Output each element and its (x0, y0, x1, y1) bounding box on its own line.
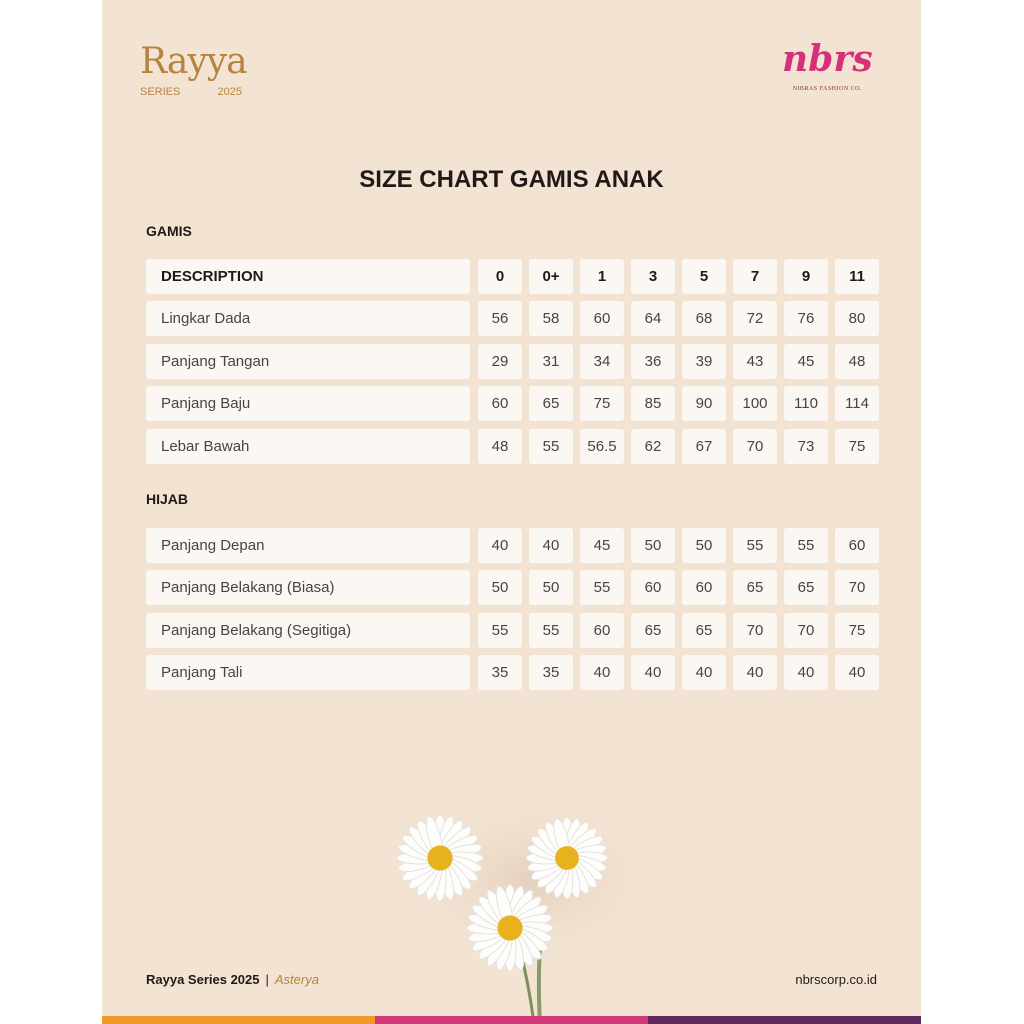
nibras-logo (782, 36, 873, 93)
header-size: 11 (835, 259, 879, 294)
row-label: Panjang Belakang (Biasa) (146, 570, 470, 605)
row-value: 50 (478, 570, 522, 605)
row-value: 85 (631, 386, 675, 421)
row-value: 70 (733, 613, 777, 648)
header-size: 5 (682, 259, 726, 294)
row-value: 60 (835, 528, 879, 563)
row-value: 31 (529, 344, 573, 379)
logo-name: nbrs (782, 38, 873, 80)
footer-series (146, 972, 319, 988)
row-value: 65 (682, 613, 726, 648)
row-value: 64 (631, 301, 675, 336)
footer-series-text: Rayya Series 2025 (146, 972, 260, 987)
daisy-center (555, 846, 579, 870)
header-size: 0 (478, 259, 522, 294)
logo-year: 2025 (217, 86, 242, 98)
table-row (146, 301, 886, 336)
row-value: 45 (580, 528, 624, 563)
row-value: 70 (733, 429, 777, 464)
row-value: 34 (580, 344, 624, 379)
table-row (146, 655, 886, 690)
row-value: 50 (529, 570, 573, 605)
bar-purple (648, 1016, 921, 1024)
color-bar (102, 1016, 921, 1024)
row-value: 60 (478, 386, 522, 421)
row-value: 60 (631, 570, 675, 605)
header-description: DESCRIPTION (146, 259, 470, 294)
section-gamis: GAMIS (146, 223, 192, 239)
row-value: 29 (478, 344, 522, 379)
footer-website[interactable]: nbrscorp.co.id (795, 972, 877, 987)
row-value: 40 (733, 655, 777, 690)
row-value: 56 (478, 301, 522, 336)
row-value: 76 (784, 301, 828, 336)
row-label: Panjang Depan (146, 528, 470, 563)
row-value: 55 (580, 570, 624, 605)
row-value: 40 (478, 528, 522, 563)
rayya-logo (140, 40, 247, 99)
row-label: Panjang Belakang (Segitiga) (146, 613, 470, 648)
header-size: 9 (784, 259, 828, 294)
row-value: 36 (631, 344, 675, 379)
footer-separator: | (265, 972, 269, 987)
header-size: 3 (631, 259, 675, 294)
row-value: 58 (529, 301, 573, 336)
bar-pink (375, 1016, 648, 1024)
row-label: Lingkar Dada (146, 301, 470, 336)
logo-name: Rayya (140, 41, 247, 82)
bar-orange (102, 1016, 375, 1024)
row-value: 55 (529, 429, 573, 464)
row-value: 35 (529, 655, 573, 690)
daisy-center (427, 845, 452, 870)
table-header-row (146, 259, 886, 294)
table-row (146, 613, 886, 648)
row-value: 50 (631, 528, 675, 563)
row-value: 60 (682, 570, 726, 605)
row-value: 65 (733, 570, 777, 605)
row-value: 114 (835, 386, 879, 421)
row-label: Panjang Tali (146, 655, 470, 690)
row-value: 75 (835, 613, 879, 648)
row-value: 62 (631, 429, 675, 464)
table-row (146, 528, 886, 563)
row-value: 72 (733, 301, 777, 336)
row-value: 40 (835, 655, 879, 690)
row-value: 55 (478, 613, 522, 648)
row-value: 68 (682, 301, 726, 336)
row-value: 65 (631, 613, 675, 648)
row-value: 39 (682, 344, 726, 379)
row-value: 48 (835, 344, 879, 379)
row-value: 110 (784, 386, 828, 421)
table-row (146, 429, 886, 464)
row-value: 50 (682, 528, 726, 563)
row-value: 43 (733, 344, 777, 379)
row-value: 35 (478, 655, 522, 690)
row-label: Panjang Baju (146, 386, 470, 421)
section-hijab: HIJAB (146, 491, 189, 507)
page-title: SIZE CHART GAMIS ANAK (359, 166, 664, 193)
row-value: 90 (682, 386, 726, 421)
footer-collection: Asterya (274, 972, 319, 987)
row-value: 65 (529, 386, 573, 421)
size-chart-page (102, 0, 921, 1024)
row-value: 48 (478, 429, 522, 464)
logo-tagline: NIBRAS FASHION CO. (792, 86, 862, 92)
daisy-center (497, 915, 522, 940)
row-value: 55 (784, 528, 828, 563)
row-value: 40 (784, 655, 828, 690)
row-value: 40 (631, 655, 675, 690)
row-label: Lebar Bawah (146, 429, 470, 464)
row-value: 56.5 (580, 429, 624, 464)
row-value: 60 (580, 613, 624, 648)
row-label: Panjang Tangan (146, 344, 470, 379)
row-value: 75 (835, 429, 879, 464)
header-size: 0+ (529, 259, 573, 294)
row-value: 100 (733, 386, 777, 421)
daisy-flowers-image (362, 770, 662, 1024)
row-value: 40 (580, 655, 624, 690)
row-value: 45 (784, 344, 828, 379)
row-value: 75 (580, 386, 624, 421)
row-value: 73 (784, 429, 828, 464)
row-value: 60 (580, 301, 624, 336)
table-row (146, 344, 886, 379)
header-size: 1 (580, 259, 624, 294)
table-row (146, 570, 886, 605)
row-value: 65 (784, 570, 828, 605)
row-value: 70 (835, 570, 879, 605)
table-row (146, 386, 886, 421)
row-value: 55 (733, 528, 777, 563)
row-value: 70 (784, 613, 828, 648)
row-value: 40 (529, 528, 573, 563)
row-value: 67 (682, 429, 726, 464)
row-value: 40 (682, 655, 726, 690)
logo-series: SERIES (140, 86, 181, 98)
row-value: 80 (835, 301, 879, 336)
header-size: 7 (733, 259, 777, 294)
row-value: 55 (529, 613, 573, 648)
